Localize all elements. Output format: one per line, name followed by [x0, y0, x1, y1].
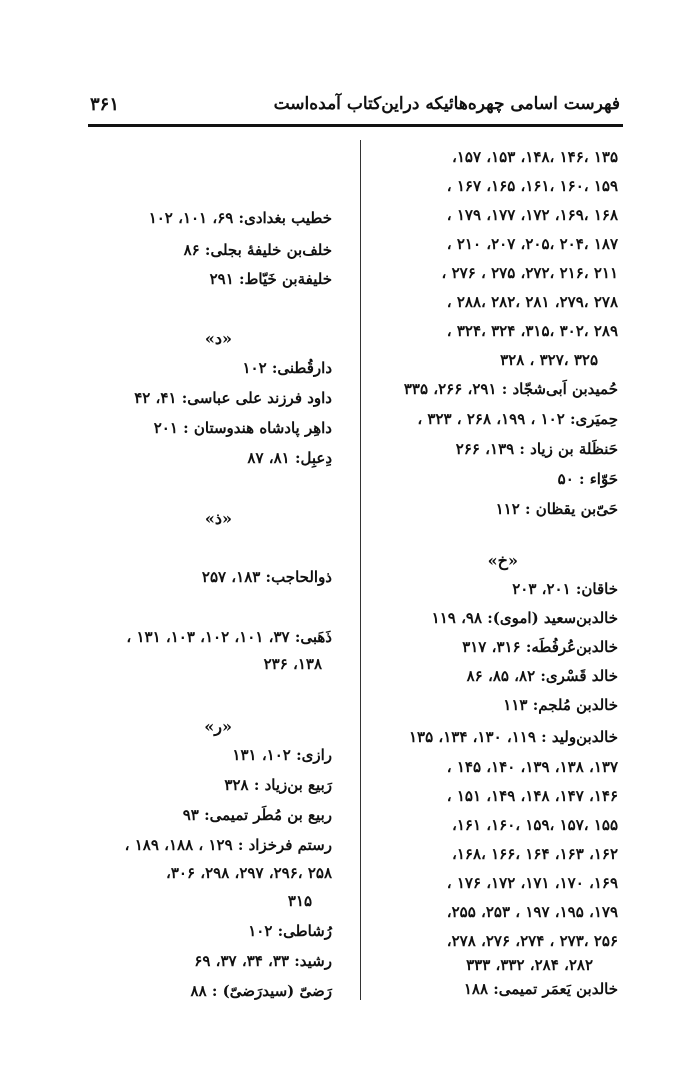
- index-line: ۱۶۸ ،۱۶۹، ۱۷۲، ۱۷۷، ۱۷۹ ،: [446, 206, 618, 224]
- index-entry: داهِر پادشاه هندوستان : ۲۰۱: [153, 419, 332, 437]
- page-number: ۳۶۱: [90, 94, 120, 115]
- index-entry: رازی: ۱۰۲، ۱۳۱: [232, 746, 332, 764]
- right-column: [363, 0, 618, 1087]
- index-line: ۱۴۶، ۱۴۷، ۱۴۸، ۱۴۹، ۱۵۱ ،: [446, 787, 618, 805]
- index-entry: خالدبن مُلجم: ۱۱۳: [503, 696, 618, 714]
- index-line: ۱۳۷، ۱۳۸، ۱۳۹، ۱۴۰، ۱۴۵ ،: [446, 758, 618, 776]
- index-line: ۲۸۲، ۲۸۴، ۳۳۲، ۳۳۳: [466, 956, 593, 974]
- index-line: ۱۸۷ ،۲۰۴ ،۲۰۵، ۲۰۷، ۲۱۰ ،: [446, 235, 618, 253]
- index-entry: حُمیدبن اَبی‌شجّاد : ۲۹۱، ۲۶۶، ۳۳۵: [403, 380, 618, 398]
- index-entry: داود فرزند علی عباسی: ۴۱، ۴۲: [134, 389, 332, 407]
- index-entry: ذَهَبی: ۳۷، ۱۰۱، ۱۰۲، ۱۰۳، ۱۳۱ ،: [126, 628, 332, 646]
- index-line: ۱۶۹، ۱۷۰، ۱۷۱، ۱۷۲، ۱۷۶ ،: [446, 874, 618, 892]
- running-title: فهرست اسامی چهره‌هائیکه دراین‌کتاب آمده‌است: [273, 94, 620, 114]
- section-heading: «ذ»: [204, 509, 232, 528]
- index-entry: حِمیَری: ۱۰۲ ، ۱۹۹، ۲۶۸ ، ۳۲۳ ،: [417, 410, 618, 428]
- section-heading: «د»: [204, 329, 232, 348]
- index-line: ۱۷۹، ۱۹۵، ۱۹۷ ، ۲۵۳، ۲۵۵،: [446, 903, 618, 921]
- index-entry: رُشاطی: ۱۰۲: [248, 922, 332, 940]
- index-line: ۱۳۸، ۲۳۶: [263, 655, 322, 673]
- index-line: ۱۵۹ ،۱۶۰ ،۱۶۱، ۱۶۵، ۱۶۷ ،: [446, 177, 618, 195]
- index-entry: رستم فرخزاد : ۱۲۹ ، ۱۸۸، ۱۸۹ ،: [124, 836, 332, 854]
- index-entry: خاقان: ۲۰۱، ۲۰۳: [512, 580, 618, 598]
- index-entry: خطیب بغدادی: ۶۹، ۱۰۱، ۱۰۲: [148, 209, 332, 227]
- index-entry: خلف‌بن خلیفهٔ بجلی: ۸۶: [183, 241, 332, 259]
- index-entry: خلیفةبن خَیّاط: ۲۹۱: [209, 270, 332, 288]
- index-entry: ذوالحاجب: ۱۸۳، ۲۵۷: [201, 568, 332, 586]
- section-heading: «ر»: [204, 717, 232, 736]
- index-entry: رَضیّ (سیدرَضیّ) : ۸۸: [190, 982, 332, 1000]
- left-column: [92, 0, 332, 1087]
- index-entry: خالدبن یَعمَر تمیمی: ۱۸۸: [463, 980, 618, 998]
- index-entry: خالدبن‌ولید : ۱۱۹، ۱۳۰، ۱۳۴، ۱۳۵: [409, 728, 618, 746]
- index-entry: دِعبِل: ۸۱، ۸۷: [247, 449, 332, 467]
- index-entry: حَوّاء : ۵۰: [557, 470, 618, 488]
- index-line: ۳۱۵: [287, 892, 312, 910]
- index-line: ۲۵۶ ،۲۷۳ ، ۲۷۴، ۲۷۶، ۲۷۸،: [446, 932, 618, 950]
- index-entry: حَیّ‌بن یقظان : ۱۱۲: [495, 500, 618, 518]
- index-line: ۲۱۱ ،۲۱۶ ،۲۷۲، ۲۷۵ ، ۲۷۶ ،: [441, 264, 618, 282]
- index-line: ۱۶۲، ۱۶۳، ۱۶۴ ،۱۶۶ ،۱۶۸،: [451, 845, 618, 863]
- index-line: ۲۵۸ ،۲۹۶، ۲۹۷، ۲۹۸، ۳۰۶،: [165, 864, 332, 882]
- index-line: ۳۲۵ ،۳۲۷ ، ۳۲۸: [500, 351, 598, 369]
- column-divider: [360, 140, 361, 1000]
- index-entry: رَبیع بن‌زیاد : ۳۲۸: [224, 776, 332, 794]
- index-entry: حَنظَلة بن زیاد : ۱۳۹، ۲۶۶: [455, 440, 618, 458]
- section-heading: «خ»: [487, 551, 518, 570]
- index-line: ۱۵۵ ،۱۵۷ ،۱۵۹ ،۱۶۰، ۱۶۱،: [451, 816, 618, 834]
- index-line: ۲۸۹ ،۳۰۲ ،۳۱۵، ۳۲۴ ،۳۲۴ ،: [446, 322, 618, 340]
- index-entry: خالدبن‌سعید (اموی): ۹۸، ۱۱۹: [431, 609, 618, 627]
- index-entry: ربیع بن مُطَر تمیمی: ۹۳: [182, 806, 332, 824]
- index-entry: رشید: ۳۳، ۳۴، ۳۷، ۶۹: [194, 952, 332, 970]
- index-entry: خالد قَسْری: ۸۲، ۸۵، ۸۶: [466, 667, 618, 685]
- index-line: ۲۷۸ ،۲۷۹، ۲۸۱ ،۲۸۲ ،۲۸۸ ،: [446, 293, 618, 311]
- index-entry: دارقُطنی: ۱۰۲: [242, 359, 332, 377]
- index-entry: خالدبن‌عُرفُطَه: ۳۱۶، ۳۱۷: [462, 638, 618, 656]
- index-line: ۱۳۵ ،۱۴۶ ،۱۴۸، ۱۵۳، ۱۵۷،: [451, 148, 618, 166]
